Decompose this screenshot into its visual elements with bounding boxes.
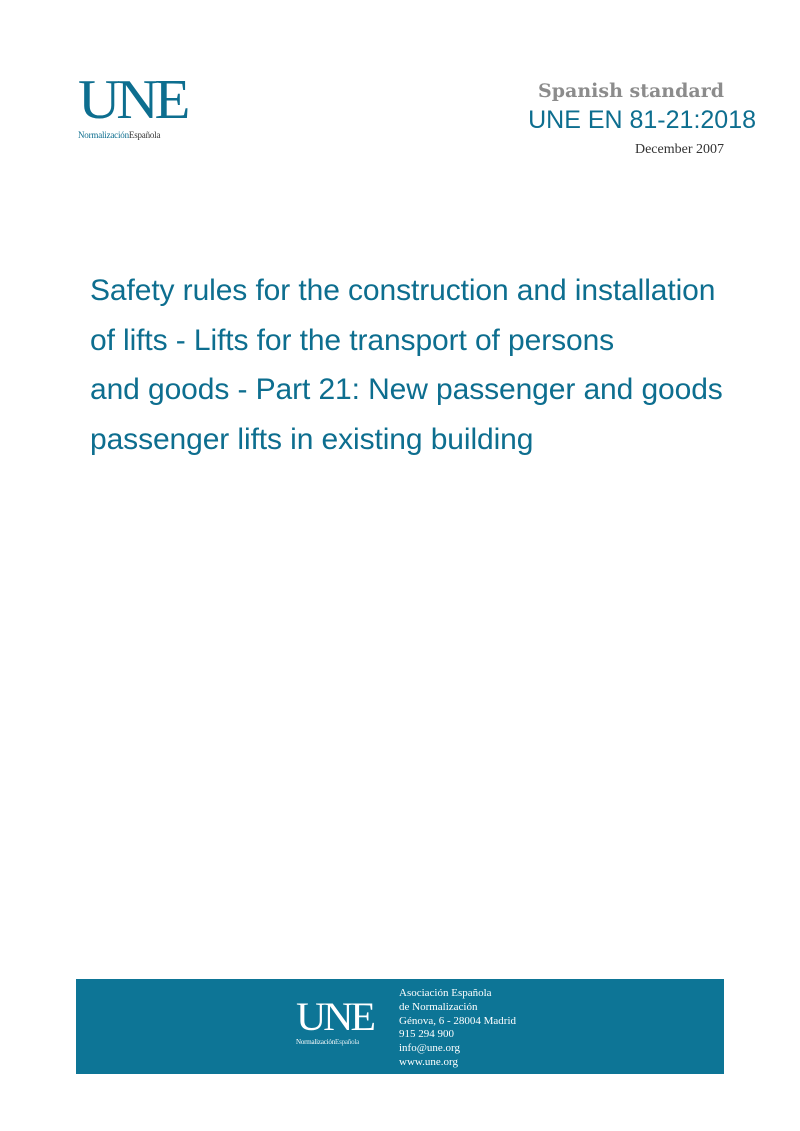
- footer-logo-wordmark: UNE: [296, 994, 373, 1039]
- footer-logo-tagline-normalizacion: Normalización: [296, 1038, 335, 1046]
- footer-logo-tagline-espanola: Española: [335, 1038, 360, 1046]
- footer-band: [76, 979, 724, 1074]
- footer-org-name-1: Asociación Española: [399, 987, 492, 999]
- footer-une-logo: [296, 994, 386, 1046]
- footer-org-name-2: de Normalización: [399, 1000, 478, 1013]
- logo-tagline-normalizacion: Normalización: [78, 130, 129, 140]
- logo-tagline-espanola: Española: [128, 130, 161, 140]
- title-line: passenger lifts in existing building: [90, 422, 534, 456]
- footer-logo-tagline: [296, 1038, 386, 1046]
- standard-code: UNE EN 81-21:2018: [528, 106, 756, 134]
- footer-website: www.une.org: [399, 1055, 458, 1068]
- document-title: [90, 266, 790, 464]
- logo-wordmark: UNE: [78, 69, 187, 131]
- title-line: and goods - Part 21: New passenger and goods: [90, 373, 723, 406]
- standard-date: December 2007: [634, 142, 724, 157]
- title-line: of lifts - Lifts for the transport of persons: [90, 323, 615, 357]
- logo-tagline: [78, 130, 194, 140]
- une-logo: [78, 69, 194, 140]
- footer-email: info@une.org: [399, 1042, 460, 1055]
- footer-contact-info: [399, 987, 516, 1070]
- title-line: Safety rules for the construction and installation: [90, 274, 716, 307]
- footer-address: Génova, 6 - 28004 Madrid: [399, 1014, 517, 1027]
- standard-header: [528, 78, 756, 160]
- standard-kind: Spanish standard: [538, 80, 724, 102]
- footer-phone: 915 294 900: [399, 1028, 454, 1041]
